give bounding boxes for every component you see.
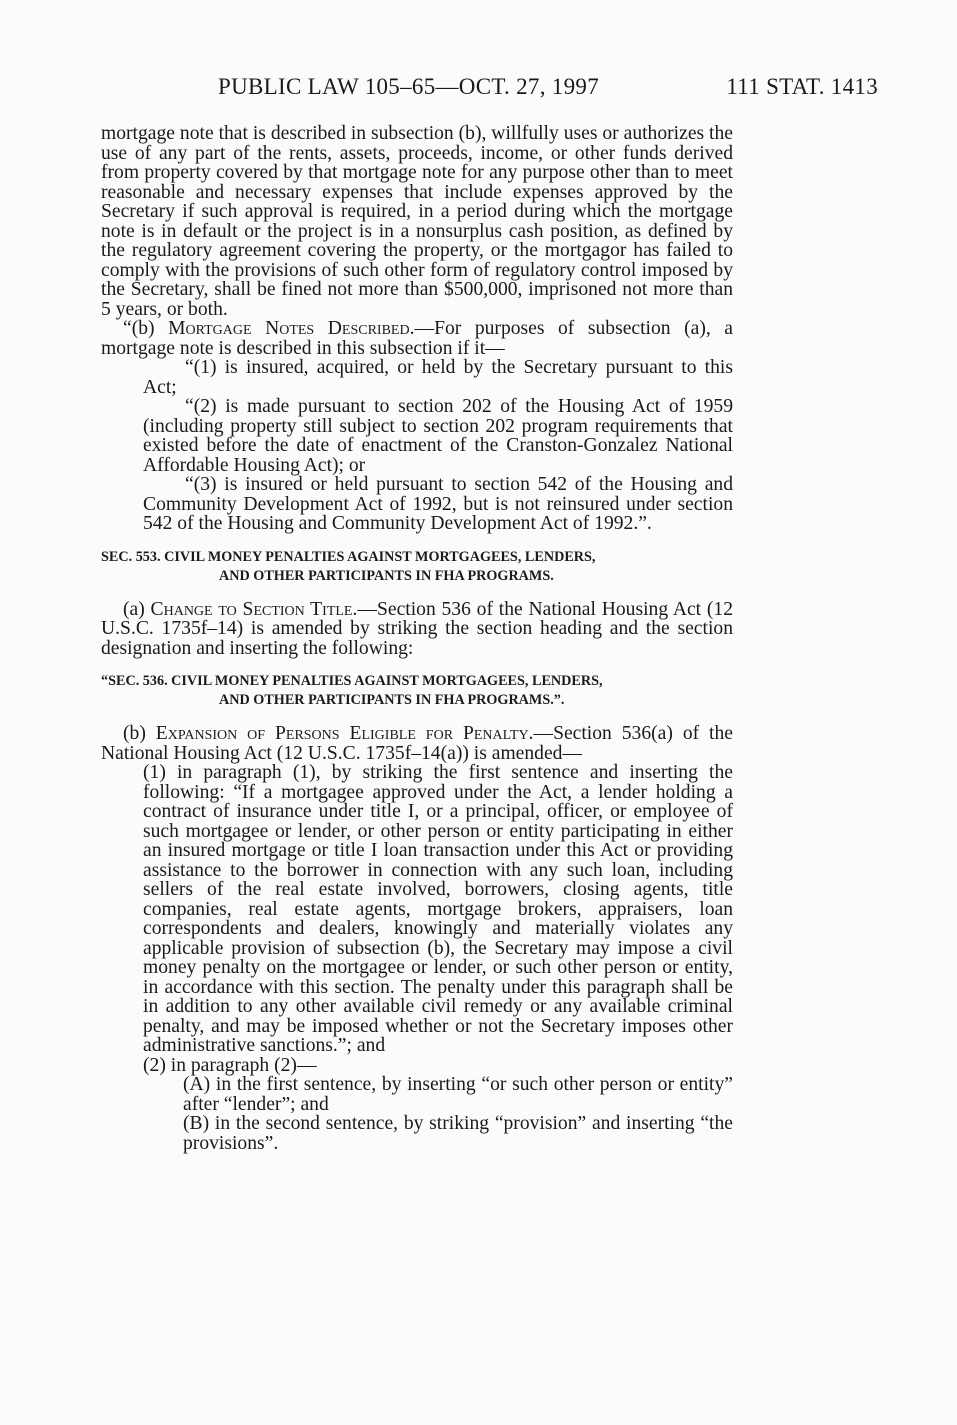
section-536-heading-line2: AND OTHER PARTICIPANTS IN FHA PROGRAMS.”. <box>219 692 565 708</box>
running-header <box>218 74 878 104</box>
subsection-a-label: (a) <box>123 598 151 620</box>
subsection-b <box>101 319 733 358</box>
amendment-subparagraph-a-text: (A) in the first sentence, by inserting “or such other person or entity” after “lender”; and <box>183 1074 733 1115</box>
subsection-b-expansion-text: —Section 536(a) of the National Housing Act (12 U.S.C. 1735f–14(a)) is amended— <box>101 723 733 764</box>
amendment-paragraph-1-text: (1) in paragraph (1), by striking the first sentence and inserting the following: “If a mortgagee approved under the Act, a lender holding a contract of insurance under title I, or a principal, officer, or employee of such mortgagee or lender, or other person or entity participating in either an insured mortgage or title I loan transaction under this Act or providing assistance to the borrower in connection with any such loan, including sellers of the real estate involved, borrowers, closing agents, title companies, real estate agents, mortgage brokers, appraisers, loan correspondents and dealers, knowingly and materially violates any applicable provision of subsection (b), the Secretary may impose a civil money penalty on the mortgagee or lender, or such other person or entity, in accordance with this section. The penalty under this paragraph shall be in addition to any other available civil remedy or any available criminal penalty, and may be imposed whether or not the Secretary imposes other administrative sanctions.”; and <box>143 762 733 1056</box>
paragraph-b1 <box>101 358 733 397</box>
section-536-heading <box>101 672 733 710</box>
paragraph-b2-text: “(2) is made pursuant to section 202 of the Housing Act of 1959 (including property still subject to section 202 program requirements that existed before the date of enactment of the Cranston-Gonzalez National Affordable Housing Act); or <box>143 396 733 476</box>
section-553-heading-line2: AND OTHER PARTICIPANTS IN FHA PROGRAMS. <box>219 567 554 584</box>
amendment-subparagraph-b-text: (B) in the second sentence, by striking “provision” and inserting “the provisions”. <box>183 1113 733 1154</box>
subsection-a-heading: Change to Section Title. <box>150 598 358 620</box>
paragraph-b2 <box>101 397 733 475</box>
amendment-paragraph-2 <box>101 1056 733 1076</box>
section-553-heading <box>101 548 733 586</box>
subsection-b-text: —For purposes of subsection (a), a mortgage note is described in this subsection if it— <box>101 318 733 359</box>
subsection-b-heading: Mortgage Notes Described. <box>168 318 415 339</box>
header-title: PUBLIC LAW 105–65—OCT. 27, 1997 <box>218 74 599 99</box>
section-553-heading-line1: SEC. 553. CIVIL MONEY PENALTIES AGAINST MORTGAGEES, LENDERS, <box>101 548 596 565</box>
header-page-number: 111 STAT. 1413 <box>726 74 878 99</box>
paragraph-b3 <box>101 475 733 534</box>
amendment-subparagraph-b <box>101 1114 733 1153</box>
subsection-b-label: “(b) <box>123 318 169 339</box>
subsection-b-expansion <box>101 724 733 763</box>
amendment-subparagraph-a <box>101 1075 733 1114</box>
body-text <box>101 124 733 1153</box>
paragraph-b3-text: “(3) is insured or held pursuant to section 542 of the Housing and Community Development Act of 1992, but is not reinsured under section 542 of the Housing and Community Development Act of 1992.”. <box>143 474 733 534</box>
subsection-b-expansion-heading: Expansion of Persons Eligible for Penalty. <box>155 723 534 744</box>
paragraph-continuation: mortgage note that is described in subsection (b), willfully uses or authorizes the use of any part of the rents, assets, proceeds, income, or other funds derived from property covered by that mortgage note for any purpose other than to meet reasonable and necessary expenses that include expenses approved by the Secretary if such approval is required, in a period during which the mortgage note is in default or the project is in a nonsurplus cash position, as defined by the regulatory agreement covering the property, or the mortgagor has failed to comply with the provisions of such other form of regulatory control imposed by the Secretary, shall be fined not more than $500,000, imprisoned not more than 5 years, or both. <box>101 123 733 320</box>
subsection-a-text: —Section 536 of the National Housing Act (12 U.S.C. 1735f–14) is amended by striking the section heading and the section designation and inserting the following: <box>101 598 733 659</box>
amendment-paragraph-2-text: (2) in paragraph (2)— <box>143 1054 317 1076</box>
subsection-a <box>101 600 733 659</box>
subsection-b-expansion-label: (b) <box>123 723 156 744</box>
paragraph-b1-text: “(1) is insured, acquired, or held by the Secretary pursuant to this Act; <box>143 357 733 398</box>
section-536-heading-line1: “SEC. 536. CIVIL MONEY PENALTIES AGAINST MORTGAGEES, LENDERS, <box>101 673 603 689</box>
amendment-paragraph-1 <box>101 763 733 1056</box>
